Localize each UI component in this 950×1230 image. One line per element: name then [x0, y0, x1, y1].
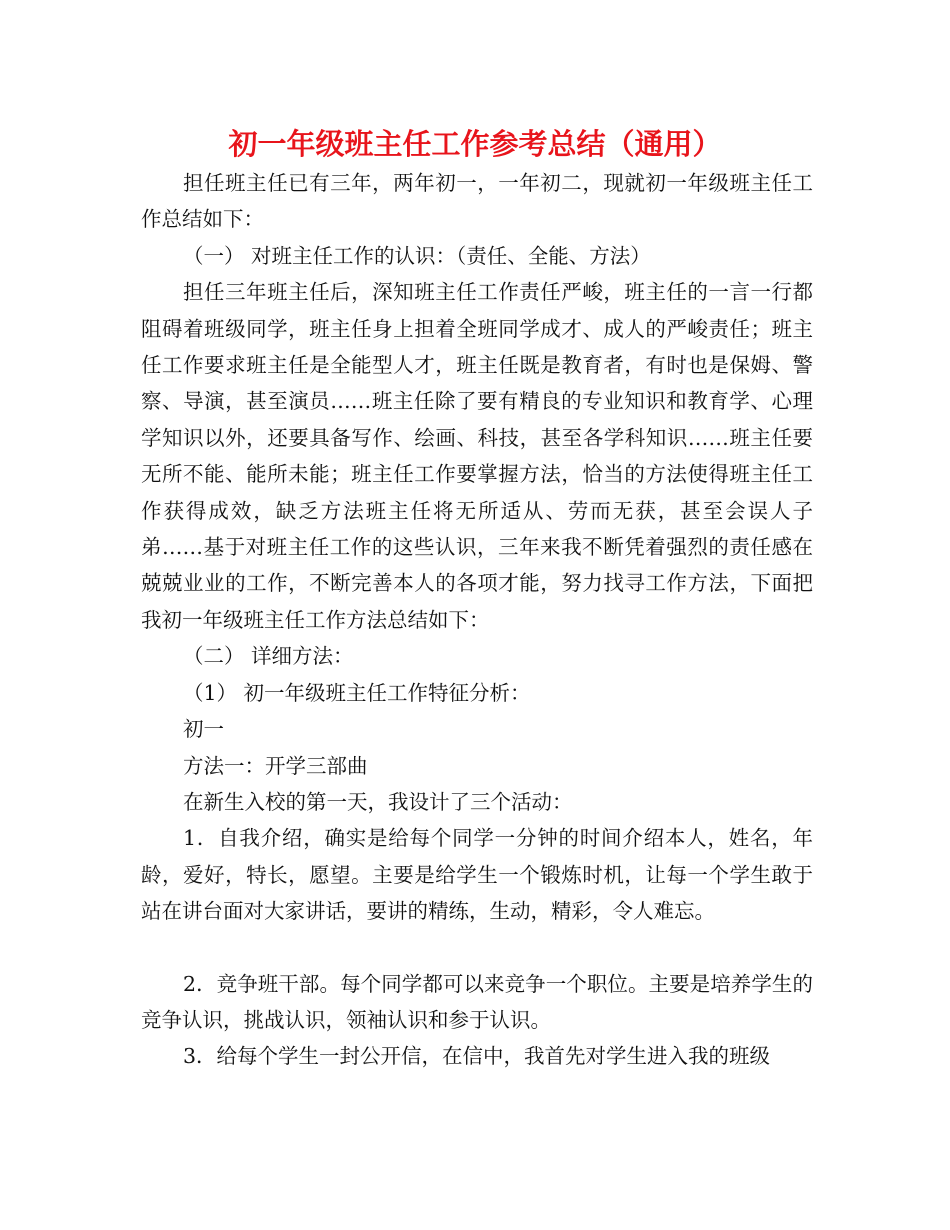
- paragraph-grade-label: 初一: [183, 717, 224, 742]
- paragraph-activities-intro: 在新生入校的第一天，我设计了三个活动：: [183, 789, 573, 814]
- list-item-3: 3．给每个学生一封公开信，在信中，我首先对学生进入我的班级: [183, 1044, 771, 1069]
- heading-section-1: （一） 对班主任工作的认识：（责任、全能、方法）: [183, 243, 651, 268]
- list-item-2: 2．竞争班干部。每个同学都可以来竞争一个职位。主要是培养学生的竞争认识，挑战认识，领袖认识和参于认识。: [141, 971, 813, 1032]
- document-body: [141, 165, 813, 1075]
- paragraph-method-1: 方法一：开学三部曲: [183, 753, 368, 778]
- document-title: 初一年级班主任工作参考总结（通用）: [228, 127, 722, 161]
- paragraph-understanding: 担任三年班主任后，深知班主任工作责任严峻，班主任的一言一行都阻碍着班级同学，班主任身上担着全班同学成才、成人的严峻责任；班主任工作要求班主任是全能型人才，班主任既是教育者，有时也是保姆、警察、导演，甚至演员……班主任除了要有精良的专业知识和教育学、心理学知识以外，还要具备写作、绘画、科技，甚至各学科知识……班主任要无所不能、能所未能；班主任工作要掌握方法，恰当的方法使得班主任工作获得成效，缺乏方法班主任将无所适从、劳而无获，甚至会误人子弟……基于对班主任工作的这些认识，三年来我不断凭着强烈的责任感在兢兢业业的工作，不断完善本人的各项才能，努力找寻工作方法，下面把我初一年级班主任工作方法总结如下：: [141, 280, 813, 632]
- list-item-1: 1．自我介绍，确实是给每个同学一分钟的时间介绍本人，姓名，年龄，爱好，特长，愿望。主要是给学生一个锻炼时机，让每一个学生敢于站在讲台面对大家讲话，要讲的精练，生动，精彩，令人难忘。: [141, 826, 813, 924]
- paragraph-intro: 担任班主任已有三年，两年初一，一年初二，现就初一年级班主任工作总结如下：: [141, 171, 813, 232]
- heading-section-2: （二） 详细方法：: [183, 644, 354, 669]
- heading-subsection-1: （1） 初一年级班主任工作特征分析：: [183, 680, 531, 705]
